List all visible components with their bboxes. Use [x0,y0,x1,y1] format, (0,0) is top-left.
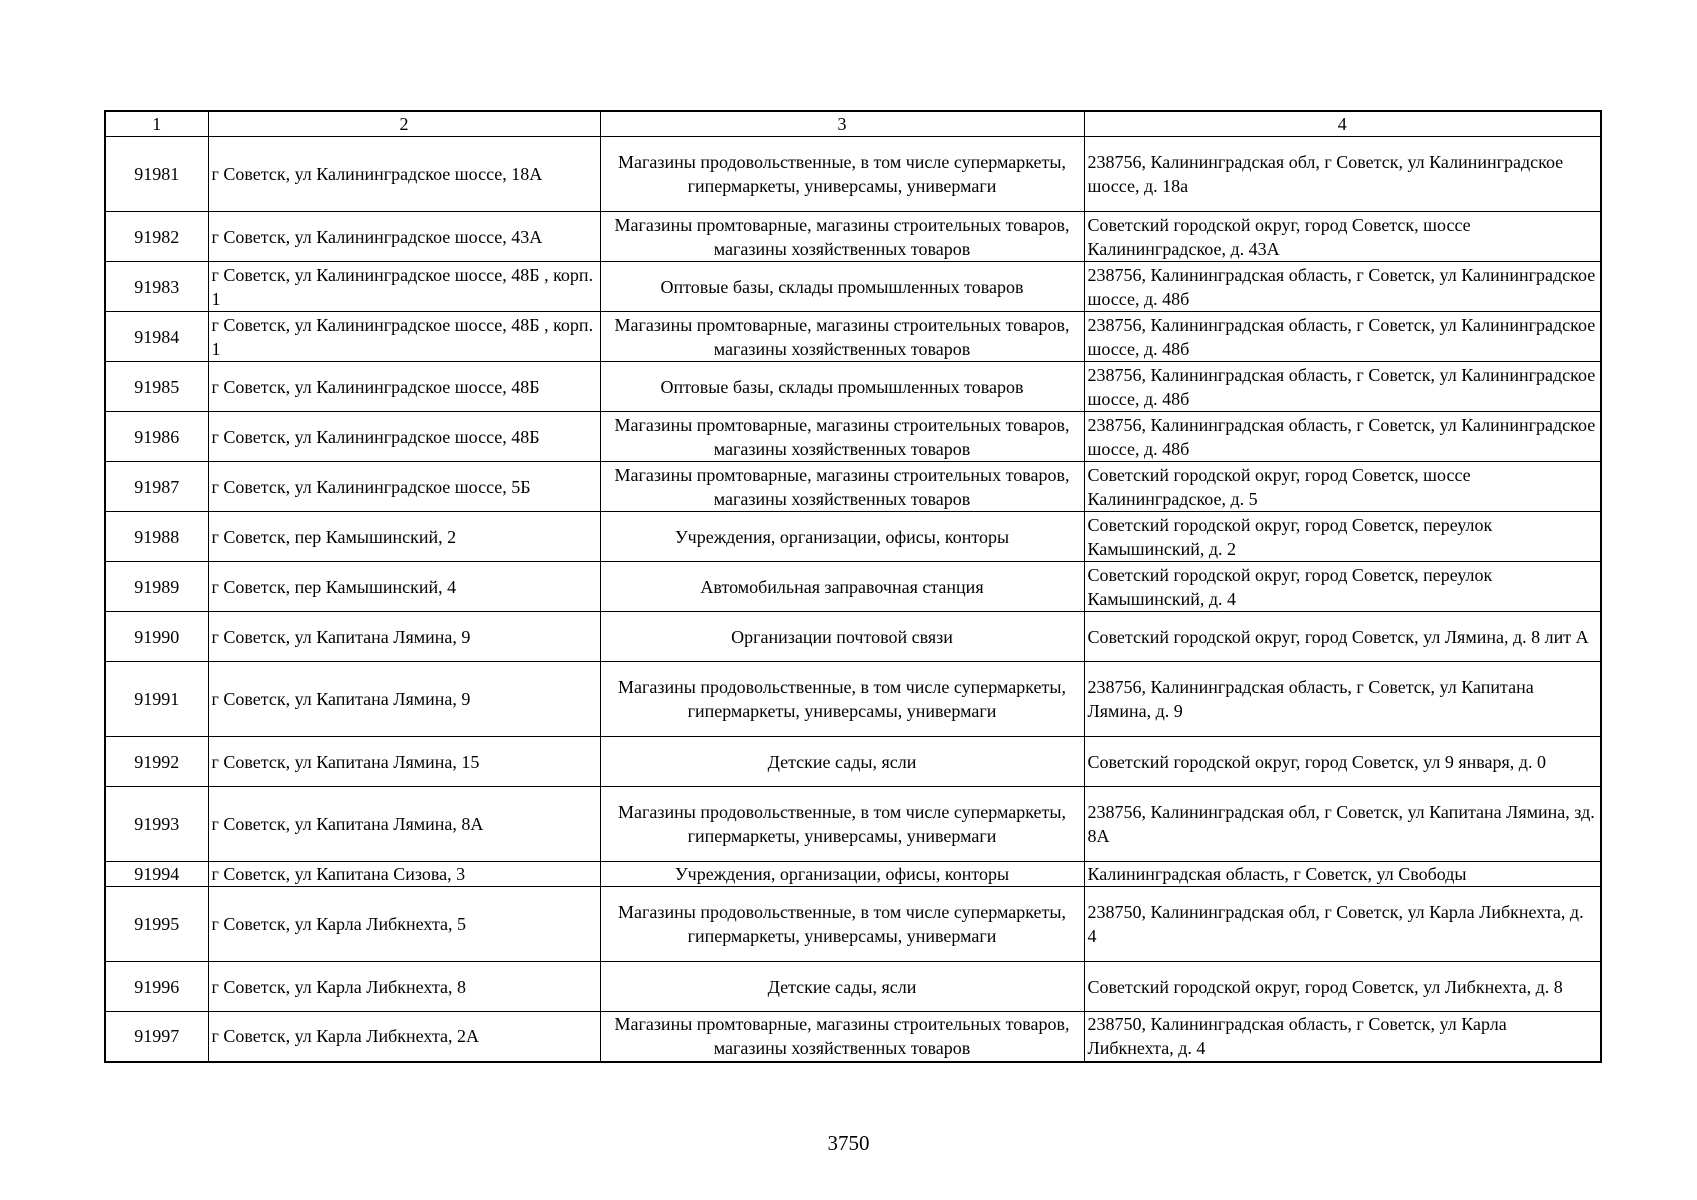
row-id: 91990 [105,612,208,662]
row-location: Советский городской округ, город Советск, ул Лямина, д. 8 лит А [1084,612,1601,662]
row-address: г Советск, ул Калининградское шоссе, 48Б , корп. 1 [208,262,600,312]
table-row [105,562,1601,612]
row-address: г Советск, ул Калининградское шоссе, 48Б [208,412,600,462]
row-id: 91993 [105,787,208,862]
row-location: Советский городской округ, город Советск, ул Либкнехта, д. 8 [1084,962,1601,1012]
table-row [105,212,1601,262]
row-address: г Советск, ул Карла Либкнехта, 5 [208,887,600,962]
row-address: г Советск, ул Калининградское шоссе, 5Б [208,462,600,512]
header-col-1: 1 [105,111,208,137]
row-object-type: Магазины продовольственные, в том числе супермаркеты, гипермаркеты, универсамы, универмаги [600,662,1084,737]
row-id: 91995 [105,887,208,962]
row-object-type: Автомобильная заправочная станция [600,562,1084,612]
row-id: 91991 [105,662,208,737]
table-row [105,512,1601,562]
table-row [105,462,1601,512]
table-row [105,412,1601,462]
row-object-type: Учреждения, организации, офисы, конторы [600,862,1084,887]
row-address: г Советск, ул Калининградское шоссе, 48Б , корп. 1 [208,312,600,362]
row-address: г Советск, ул Капитана Сизова, 3 [208,862,600,887]
row-address: г Советск, пер Камышинский, 4 [208,562,600,612]
row-location: Советский городской округ, город Советск, ул 9 января, д. 0 [1084,737,1601,787]
table-row [105,1012,1601,1062]
row-location: 238756, Калининградская область, г Советск, ул Калининградское шоссе, д. 48б [1084,362,1601,412]
row-object-type: Магазины промтоварные, магазины строительных товаров, магазины хозяйственных товаров [600,412,1084,462]
row-object-type: Оптовые базы, склады промышленных товаров [600,262,1084,312]
header-row [105,111,1601,137]
page-number: 3750 [827,1131,870,1155]
row-location: Калининградская область, г Советск, ул Свободы [1084,862,1601,887]
row-address: г Советск, ул Карла Либкнехта, 2А [208,1012,600,1062]
row-location: Советский городской округ, город Советск, переулок Камышинский, д. 4 [1084,562,1601,612]
row-location: 238756, Калининградская обл, г Советск, ул Капитана Лямина, зд. 8А [1084,787,1601,862]
row-object-type: Организации почтовой связи [600,612,1084,662]
header-col-3: 3 [600,111,1084,137]
header-col-4: 4 [1084,111,1601,137]
row-address: г Советск, ул Карла Либкнехта, 8 [208,962,600,1012]
row-address: г Советск, ул Калининградское шоссе, 43А [208,212,600,262]
table-row [105,662,1601,737]
row-object-type: Магазины промтоварные, магазины строительных товаров, магазины хозяйственных товаров [600,1012,1084,1062]
row-id: 91994 [105,862,208,887]
row-address: г Советск, ул Калининградское шоссе, 48Б [208,362,600,412]
table-row [105,612,1601,662]
table-row [105,787,1601,862]
row-id: 91987 [105,462,208,512]
row-object-type: Магазины промтоварные, магазины строительных товаров, магазины хозяйственных товаров [600,212,1084,262]
table-row [105,887,1601,962]
table-row [105,737,1601,787]
row-object-type: Оптовые базы, склады промышленных товаров [600,362,1084,412]
row-object-type: Учреждения, организации, офисы, конторы [600,512,1084,562]
row-id: 91988 [105,512,208,562]
row-id: 91984 [105,312,208,362]
row-object-type: Детские сады, ясли [600,962,1084,1012]
table-row [105,262,1601,312]
row-address: г Советск, ул Капитана Лямина, 8А [208,787,600,862]
row-location: 238756, Калининградская область, г Советск, ул Калининградское шоссе, д. 48б [1084,412,1601,462]
table-row [105,137,1601,212]
row-location: Советский городской округ, город Советск, шоссе Калининградское, д. 43А [1084,212,1601,262]
row-location: 238756, Калининградская обл, г Советск, ул Калининградское шоссе, д. 18а [1084,137,1601,212]
row-object-type: Магазины промтоварные, магазины строительных товаров, магазины хозяйственных товаров [600,312,1084,362]
row-object-type: Детские сады, ясли [600,737,1084,787]
row-id: 91992 [105,737,208,787]
table-row [105,312,1601,362]
row-object-type: Магазины продовольственные, в том числе супермаркеты, гипермаркеты, универсамы, универмаги [600,137,1084,212]
row-address: г Советск, ул Капитана Лямина, 9 [208,662,600,737]
table-row [105,362,1601,412]
row-location: Советский городской округ, город Советск, переулок Камышинский, д. 2 [1084,512,1601,562]
row-location: 238756, Калининградская область, г Советск, ул Калининградское шоссе, д. 48б [1084,312,1601,362]
row-id: 91982 [105,212,208,262]
table-row [105,862,1601,887]
row-address: г Советск, пер Камышинский, 2 [208,512,600,562]
row-id: 91985 [105,362,208,412]
header-col-2: 2 [208,111,600,137]
row-object-type: Магазины продовольственные, в том числе супермаркеты, гипермаркеты, универсамы, универмаги [600,887,1084,962]
row-id: 91997 [105,1012,208,1062]
row-address: г Советск, ул Капитана Лямина, 9 [208,612,600,662]
row-location: 238750, Калининградская обл, г Советск, ул Карла Либкнехта, д. 4 [1084,887,1601,962]
row-location: 238750, Калининградская область, г Советск, ул Карла Либкнехта, д. 4 [1084,1012,1601,1062]
table-row [105,962,1601,1012]
row-location: 238756, Калининградская область, г Советск, ул Капитана Лямина, д. 9 [1084,662,1601,737]
row-address: г Советск, ул Капитана Лямина, 15 [208,737,600,787]
row-id: 91996 [105,962,208,1012]
row-object-type: Магазины промтоварные, магазины строительных товаров, магазины хозяйственных товаров [600,462,1084,512]
row-id: 91981 [105,137,208,212]
row-address: г Советск, ул Калининградское шоссе, 18А [208,137,600,212]
table-body [105,137,1601,1062]
row-location: 238756, Калининградская область, г Советск, ул Калининградское шоссе, д. 48б [1084,262,1601,312]
table-header [105,111,1601,137]
row-id: 91989 [105,562,208,612]
row-location: Советский городской округ, город Советск, шоссе Калининградское, д. 5 [1084,462,1601,512]
row-id: 91983 [105,262,208,312]
row-object-type: Магазины продовольственные, в том числе супермаркеты, гипермаркеты, универсамы, универмаги [600,787,1084,862]
registry-table [104,110,1602,1063]
row-id: 91986 [105,412,208,462]
